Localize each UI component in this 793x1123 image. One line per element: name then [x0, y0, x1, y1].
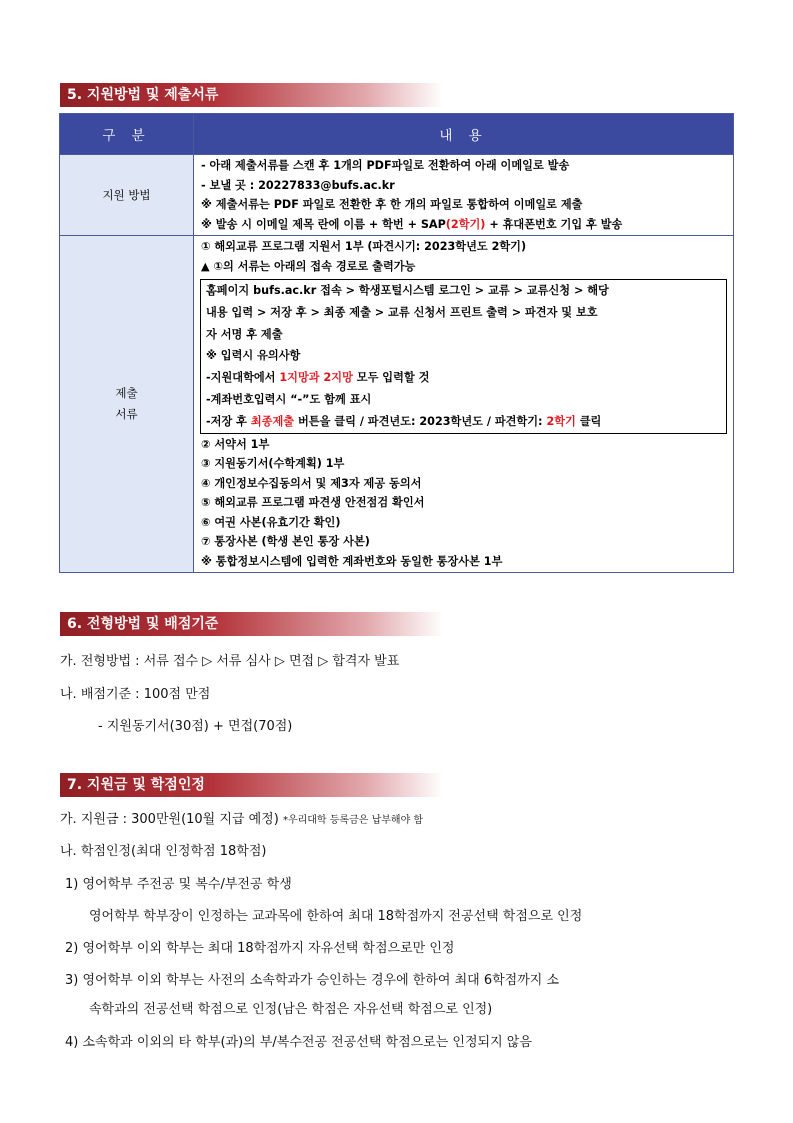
row-content-documents: [194, 236, 734, 573]
row-content-method: [194, 155, 734, 236]
credit-recognition: 나. 학점인정(최대 인정학점 18학점): [60, 844, 267, 859]
section-6-title: 6. 전형방법 및 배점기준: [60, 612, 443, 636]
box-line: ※ 입력시 유의사항: [206, 349, 301, 363]
content-line: ⑤ 해외교류 프로그램 파견생 안전점검 확인서: [201, 496, 425, 510]
content-line: ※ 통합정보시스템에 입력한 계좌번호와 동일한 통장사본 1부: [201, 554, 503, 568]
content-line: - 아래 제출서류를 스캔 후 1개의 PDF파일로 전환하여 아래 이메일로 발송: [201, 159, 570, 172]
content-line: ② 서약서 1부: [201, 437, 270, 451]
content-line: ④ 개인정보수집동의서 및 제3자 제공 동의서: [201, 476, 422, 490]
content-line: ⑦ 통장사본 (학생 본인 통장 사본): [201, 535, 370, 549]
box-line: 자 서명 후 제출: [206, 327, 283, 341]
box-line: -계좌번호입력시 “-”도 함께 표시: [206, 392, 372, 406]
scoring-criteria: 나. 배점기준 : 100점 만점: [60, 687, 211, 702]
credit-item-3: 3) 영어학부 이외 학부는 사전의 소속학과가 승인하는 경우에 한하여 최대 6학점까지 소: [65, 973, 560, 988]
credit-item-1-detail: 영어학부 학부장이 인정하는 교과목에 한하여 최대 18학점까지 전공선택 학점으로 인정: [89, 909, 583, 924]
application-table: [59, 113, 734, 573]
box-line: 홈페이지 bufs.ac.kr 접속 > 학생포털시스템 로그인 > 교류 > 교류신청 > 해당: [206, 284, 609, 297]
credit-item-3-cont: 속학과의 전공선택 학점으로 인정(남은 학점은 자유선택 학점으로 인정): [89, 1002, 493, 1017]
content-line: ① 해외교류 프로그램 지원서 1부 (파견시기: 2023학년도 2학기): [201, 240, 527, 253]
section-7-title: 7. 지원금 및 학점인정: [60, 773, 443, 797]
box-line: 내용 입력 > 저장 후 > 최종 제출 > 교류 신청서 프린트 출력 > 파견자 및 보호: [206, 305, 598, 319]
table-header-content: 내 용: [194, 114, 734, 155]
section-5-title: 5. 지원방법 및 제출서류: [60, 83, 443, 107]
credit-item-2: 2) 영어학부 이외 학부는 최대 18학점까지 자유선택 학점으로만 인정: [65, 941, 455, 956]
row-label-documents: 제출 서류: [60, 236, 194, 573]
box-line: -저장 후 최종제출 버튼을 클릭 / 파견년도: 2023학년도 / 파견학기: 2학기 클릭: [206, 414, 602, 428]
scoring-breakdown: - 지원동기서(30점) + 면접(70점): [98, 719, 293, 734]
content-line: ※ 발송 시 이메일 제목 란에 이름 + 학번 + SAP(2학기) + 휴대폰번호 기입 후 발송: [201, 217, 623, 231]
content-line: ▲ ①의 서류는 아래의 접속 경로로 출력가능: [201, 259, 416, 273]
content-line: ⑥ 여권 사본(유효기간 확인): [201, 515, 341, 529]
table-header-category: 구 분: [60, 114, 194, 155]
content-line: ③ 지원동기서(수학계획) 1부: [201, 457, 345, 471]
credit-item-1: 1) 영어학부 주전공 및 복수/부전공 학생: [65, 877, 292, 892]
highlight-text: (2학기): [445, 217, 486, 231]
content-line: ※ 제출서류는 PDF 파일로 전환한 후 한 개의 파일로 통합하여 이메일로 제출: [201, 198, 583, 211]
tuition-note: *우리대학 등록금은 납부해야 함: [282, 815, 424, 826]
row-label-method: 지원 방법: [60, 155, 194, 236]
box-line: -지원대학에서 1지망과 2지망 모두 입력할 것: [206, 371, 430, 385]
content-line: - 보낼 곳 : 20227833@bufs.ac.kr: [201, 178, 395, 192]
grant-amount: 가. 지원금 : 300만원(10월 지급 예정) *우리대학 등록금은 납부해야 함: [60, 812, 424, 827]
screening-method: 가. 전형방법 : 서류 접수 ▷ 서류 심사 ▷ 면접 ▷ 합격자 발표: [60, 654, 400, 669]
access-path-box: [200, 279, 727, 434]
credit-item-4: 4) 소속학과 이외의 타 학부(과)의 부/복수전공 전공선택 학점으로는 인정되지 않음: [65, 1035, 532, 1050]
